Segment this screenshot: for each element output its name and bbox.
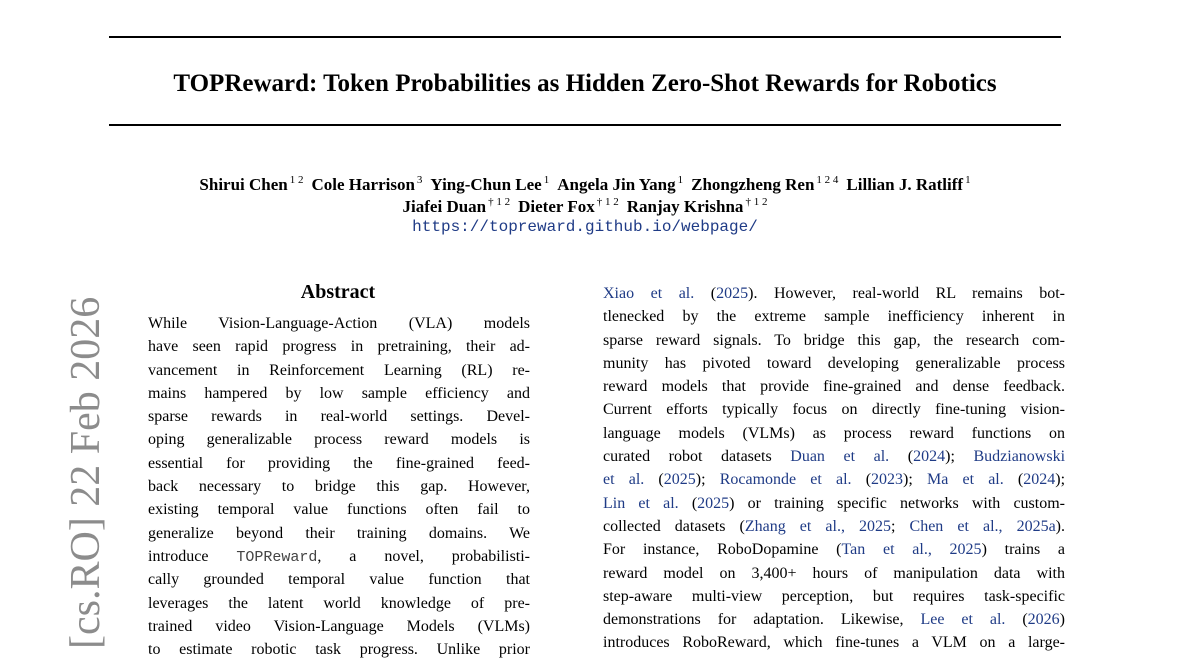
text-line: demonstrations for adaptation. Likewise, Lee et al. (2026) [603, 611, 1065, 629]
citation-link[interactable]: et al. [603, 471, 645, 489]
citation-link[interactable]: Xiao et al. [603, 285, 695, 302]
text-line: sparse rewards in real-world settings. Devel- [148, 408, 530, 426]
text-line: et al. (2025); Rocamonde et al. (2023); Ma et al. (2024); [603, 471, 1066, 489]
text-line: have seen rapid progress in pretraining, their ad- [148, 338, 530, 356]
text-line: curated robot datasets Duan et al. (2024); Budzianowski [603, 448, 1066, 466]
author-name: Zhongzheng Ren $^{1 2 4}$ [691, 174, 839, 194]
author-affiliation: 1 2 [289, 174, 304, 186]
text-line: munity has pivoted toward developing generalizable process [603, 354, 1065, 372]
method-name: TOPReward [236, 548, 318, 566]
author-name: Angela Jin Yang $^1$ [557, 174, 684, 194]
abstract-body [148, 312, 530, 661]
text-line: to estimate robotic task progress. Unlike prior [148, 641, 530, 659]
text-line: existing temporal value functions often fail to [148, 501, 530, 519]
text-line: generalize beyond their training domains. We [148, 524, 530, 542]
author-affiliation: 1 2 4 [816, 174, 839, 186]
text-line: back necessary to bridge this gap. However, [148, 478, 530, 496]
citation-link[interactable]: 2025 [663, 471, 696, 489]
citation-link[interactable]: 2026 [1027, 611, 1060, 629]
author-affiliation: 1 [677, 174, 684, 186]
author-affiliation: 1 [965, 174, 971, 186]
title-top-rule [109, 36, 1061, 38]
text-line: language models (VLMs) as process reward functions on [603, 424, 1065, 442]
text-line: mains hampered by low sample efficiency and [148, 384, 530, 402]
citation-link[interactable]: Lin et al. [603, 494, 679, 512]
text-line: While Vision-Language-Action (VLA) models [148, 315, 530, 332]
citation-link[interactable]: 2023 [871, 471, 904, 489]
text-line: introduce TOPReward, a novel, probabilisti- [148, 547, 531, 566]
text-line: oping generalizable process reward models is [148, 431, 530, 449]
text-line: vancement in Reinforcement Learning (RL) re- [148, 361, 530, 379]
citation-link[interactable]: 2024 [1023, 471, 1056, 489]
author-name: Dieter Fox $^{\dagger 1 2}$ [518, 196, 619, 216]
author-affiliation: † 1 2 [745, 196, 768, 208]
text-line: For instance, RoboDopamine (Tan et al., 2025) trains a [603, 541, 1066, 559]
author-name: Shirui Chen $^{1 2}$ [199, 174, 304, 194]
citation-link[interactable]: Chen et al., 2025a [909, 517, 1056, 535]
author-name: Lillian J. Ratliff $^1$ [846, 174, 971, 194]
citation-link[interactable]: Rocamonde et al. [719, 471, 852, 489]
citation-link[interactable]: Budzianowski [973, 448, 1066, 466]
text-line: Current efforts typically focus on directly fine-tuning vision- [603, 401, 1065, 419]
citation-link[interactable]: 2025 [716, 285, 749, 302]
citation-link[interactable]: 2025 [697, 494, 730, 512]
author-affiliation: † 1 2 [596, 196, 619, 208]
author-affiliation: 1 [543, 174, 550, 186]
text-line: collected datasets (Zhang et al., 2025; Chen et al., 2025a). [603, 517, 1065, 535]
text-line: Xiao et al. (2025). However, real-world RL remains bot- [603, 285, 1066, 302]
text-line: Lin et al. (2025) or training specific networks with custom- [603, 494, 1065, 512]
paper-title: TOPReward: Token Probabilities as Hidden Zero-Shot Rewards for Robotics [173, 70, 997, 97]
author-list-line-2 [0, 191, 1170, 218]
text-line: reward model on 3,400+ hours of manipulation data with [603, 564, 1065, 582]
author-name: Ranjay Krishna $^{\dagger 1 2}$ [626, 196, 768, 216]
citation-link[interactable]: Ma et al. [926, 471, 1004, 489]
project-url-link[interactable]: https://topreward.github.io/webpage/ [412, 218, 758, 236]
author-affiliation: 3 [416, 174, 423, 186]
text-line: introduces RoboReward, which fine-tunes a VLM on a large- [603, 634, 1065, 652]
citation-link[interactable]: Zhang et al., 2025 [744, 517, 891, 535]
text-line: reward models that provide fine-grained and dense feedback. [603, 378, 1065, 396]
citation-link[interactable]: Lee et al. [920, 611, 1006, 629]
citation-link[interactable]: Tan et al., 2025 [841, 541, 982, 559]
text-line: essential for providing the fine-grained feed- [148, 454, 530, 472]
author-name: Jiafei Duan $^{\dagger 1 2}$ [402, 196, 511, 216]
citation-link[interactable]: Duan et al. [790, 448, 890, 466]
text-line: sparse reward signals. To bridge this gap, the research com- [603, 331, 1065, 349]
text-line: step-aware multi-view perception, but requires task-specific [603, 587, 1065, 605]
introduction-body [603, 282, 1065, 655]
text-line: trained video Vision-Language Models (VLMs) [148, 617, 530, 635]
author-name: Ying-Chun Lee $^1$ [430, 174, 550, 194]
arxiv-side-stamp: [cs.RO] 22 Feb 2026 [63, 296, 109, 649]
title-bottom-rule [109, 124, 1061, 126]
author-name: Cole Harrison $^3$ [311, 174, 423, 194]
abstract-heading: Abstract [300, 281, 376, 303]
text-line: cally grounded temporal value function that [148, 571, 530, 589]
citation-link[interactable]: 2024 [913, 448, 946, 466]
author-affiliation: † 1 2 [488, 196, 511, 208]
text-line: leverages the latent world knowledge of pre- [148, 594, 530, 612]
text-line: tlenecked by the extreme sample inefficiency inherent in [603, 308, 1065, 326]
